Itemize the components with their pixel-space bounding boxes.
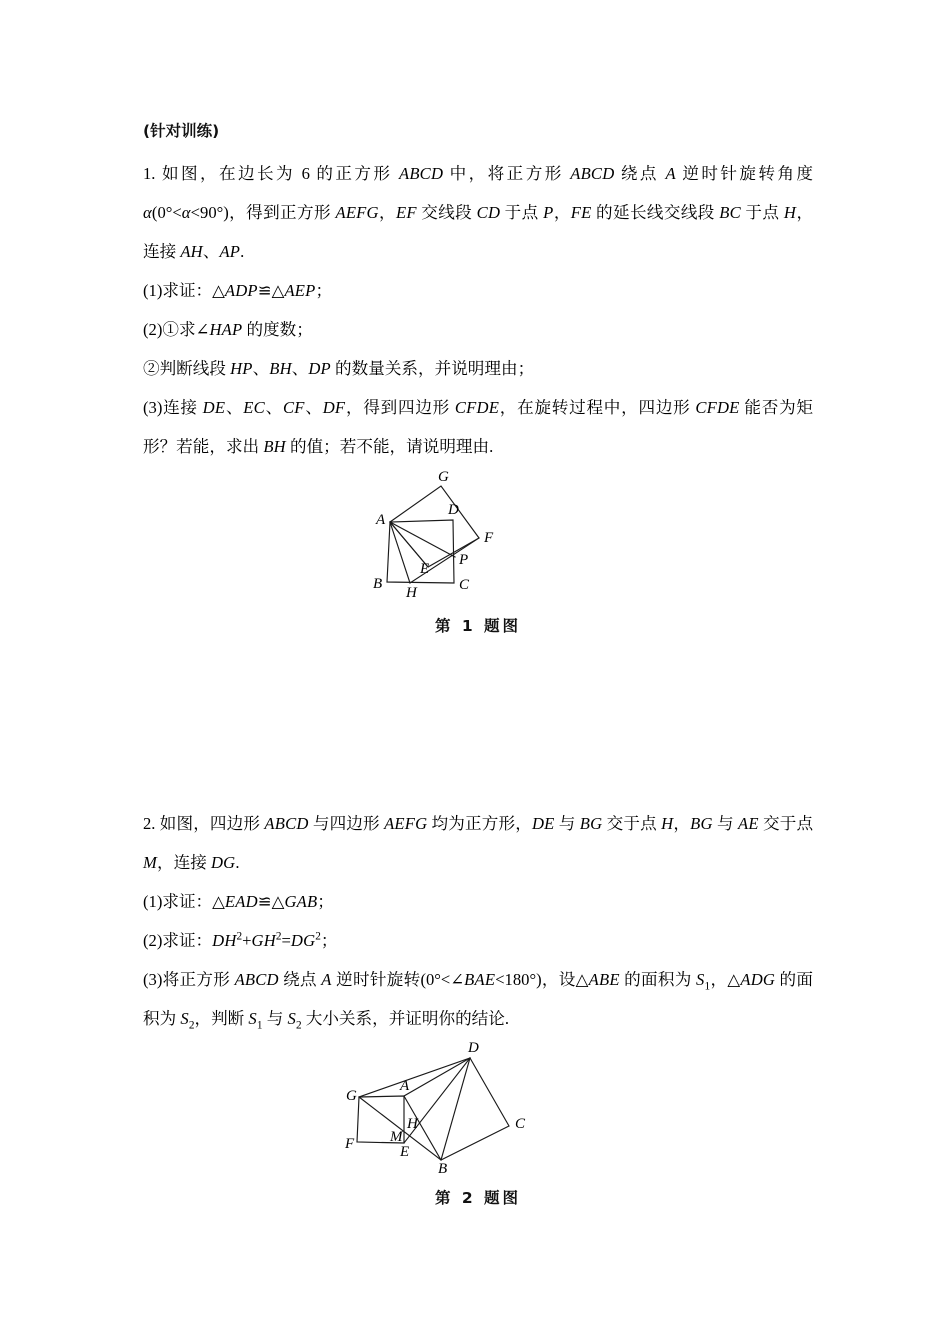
square-abcd: [404, 1058, 509, 1160]
problem-1-part-1: (1)求证：△ADP≌△AEP；: [143, 281, 333, 300]
problem-2-part-2: (2)求证：$DH^2+GH^2=DG^2$；: [143, 930, 338, 950]
problem-1-part-3: (3)连接 DE、EC、CF、DF，得到四边形 CFDE，在旋转过程中，四边形 CFDE 能否为矩形？若能，求出 BH 的值；若不能，请说明理由.: [143, 398, 814, 456]
label-H: H: [406, 585, 417, 601]
figure-2-caption: 第 2 题图: [434, 1189, 522, 1207]
problem-1-part-2b: ②判断线段 HP、BH、DP 的数量关系，并说明理由；: [143, 359, 535, 378]
problem-1-figure: [143, 466, 813, 636]
figure-1-drawing: [328, 466, 628, 614]
label-D: D: [468, 1040, 479, 1056]
label-B: B: [438, 1161, 448, 1177]
label-G: G: [438, 469, 449, 485]
label-B: B: [373, 576, 383, 592]
figure-1-caption: 第 1 题图: [434, 617, 522, 635]
label-F: F: [345, 1136, 355, 1152]
label-F: F: [484, 530, 494, 546]
segment-db: [441, 1058, 470, 1160]
problem-2: [143, 804, 813, 1208]
problem-2-figure: [143, 1038, 813, 1208]
inter-problem-gap: [143, 636, 813, 804]
figure-1-labels: [373, 469, 494, 601]
label-A: A: [400, 1078, 410, 1094]
problem-1: [143, 154, 813, 636]
label-E: E: [420, 561, 430, 577]
label-C: C: [515, 1116, 526, 1132]
label-M: M: [390, 1129, 403, 1145]
label-C: C: [459, 577, 470, 593]
problem-2-part-1: (1)求证：△EAD≌△GAB；: [143, 892, 334, 911]
label-H: H: [407, 1116, 418, 1132]
content-column: [143, 112, 813, 1208]
section-header: (针对训练): [143, 122, 220, 140]
label-A: A: [376, 512, 386, 528]
problem-2-stem: 2. 如图，四边形 ABCD 与四边形 AEFG 均为正方形，DE 与 BG 交于点 H，BG 与 AE 交于点 M，连接 DG.: [143, 814, 814, 872]
problem-2-part-3: (3)将正方形 ABCD 绕点 A 逆时针旋转(0°<∠BAE<180°)，设△ABE 的面积为 $S_1$，△ADG 的面积为 $S_2$，判断 $S_1$ 与 $S_2$ 大小关系，并证明你的结论.: [143, 970, 813, 1032]
label-G: G: [346, 1088, 357, 1104]
segment-dg: [359, 1058, 470, 1097]
problem-1-stem: 1. 如图，在边长为 6 的正方形 ABCD 中，将正方形 ABCD 绕点 A 逆时针旋转角度α(0°<α<90°)，得到正方形 AEFG，EF 交线段 CD 于点 P，FE 的延长线交线段 BC 于点 H，连接 AH、AP.: [143, 164, 814, 261]
label-P: P: [459, 552, 469, 568]
figure-2-drawing: [328, 1038, 628, 1186]
problem-1-part-2a: (2)①求∠HAP 的度数；: [143, 320, 313, 339]
label-D: D: [448, 502, 459, 518]
label-E: E: [400, 1144, 410, 1160]
